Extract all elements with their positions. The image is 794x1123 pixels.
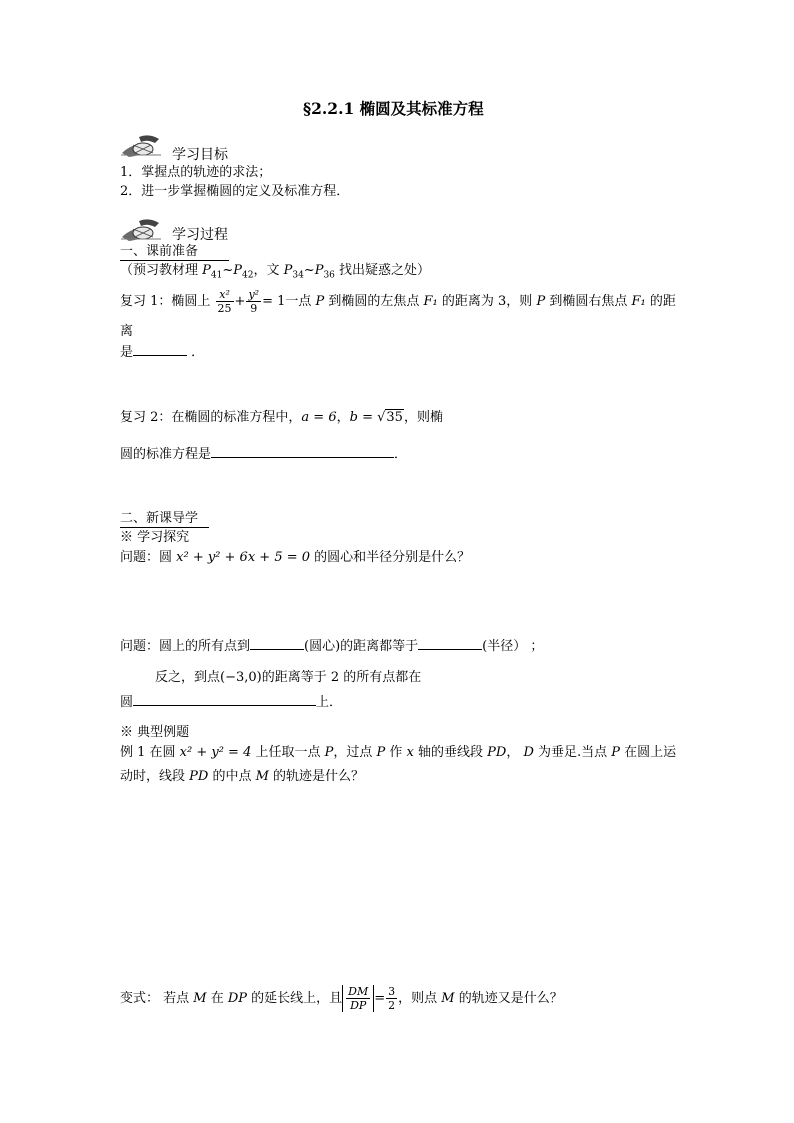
example-1-line-2: 动时，线段 PD 的中点 M 的轨迹是什么？ xyxy=(120,769,365,784)
review-2-answer: 圆的标准方程是 ． xyxy=(120,447,408,462)
question-1: 问题：圆 x² + y² + 6x + 5 = 0 的圆心和半径分别是什么？ xyxy=(120,550,471,565)
answer-blank-2[interactable] xyxy=(211,445,394,458)
answer-blank-4[interactable] xyxy=(418,637,482,650)
review-2-line: 复习 2：在椭圆的标准方程中，a = 6，b = √35，则椭 xyxy=(120,410,443,425)
variant-question: 变式： 若点 M 在 DP 的延长线上，且 $\frac{DM}{DP}$ = $\frac{3}{2}$ ，则点 M 的轨迹又是什么？ xyxy=(120,985,563,1012)
examples-heading: ※ 典型例题 xyxy=(120,725,190,740)
review-1-answer: 是 ． xyxy=(120,345,205,360)
example-1-line-1: 例 1 在圆 x² + y² = 4 上任取一点 P，过点 P 作 x 轴的垂线段 PD， D 为垂足.当点 P 在圆上运 xyxy=(120,745,677,760)
page-title: §2.2.1 椭圆及其标准方程 xyxy=(303,99,484,118)
study-process-heading: 学习过程 xyxy=(172,227,228,243)
part1-heading: 一、课前准备 xyxy=(120,245,229,261)
preview-note: （预习教材理 $P_{41}\sim P_{42}$，文 $P_{34}\sim P_{36}$ 找出疑惑之处） xyxy=(120,263,431,281)
goal-item-1: 1．掌握点的轨迹的求法； xyxy=(120,165,272,180)
fraction-y2-9: $\frac{\text{y²}}{9}$ xyxy=(248,288,260,315)
review-1-cont: 离 xyxy=(120,324,134,339)
answer-blank-5[interactable] xyxy=(133,693,316,706)
goal-item-2: 2．进一步掌握椭圆的定义及标准方程． xyxy=(120,184,350,199)
abs-ratio: $\frac{DM}{DP}$ xyxy=(342,985,374,1012)
question-2: 问题：圆上的所有点到 (圆心)的距离都等于 (半径） ； xyxy=(120,639,544,654)
review-1-line: 复习 1：椭圆上 $\frac{\text{x²}}{25}$ + $\frac{\text{y²}}{9}$ = 1一点 P 到椭圆的左焦点 F₁ 的距离为 3，则 P 到椭圆右焦点 F₁ 的距 xyxy=(120,288,676,315)
study-process-icon xyxy=(119,217,163,243)
study-goal-heading: 学习目标 xyxy=(172,147,228,163)
answer-blank-3[interactable] xyxy=(250,637,304,650)
study-goal-icon xyxy=(119,133,163,159)
answer-blank-1[interactable] xyxy=(133,343,187,356)
explore-heading: ※ 学习探究 xyxy=(120,530,190,545)
question-3-answer: 圆 上． xyxy=(120,695,343,710)
fraction-x2-25: $\frac{\text{x²}}{25}$ xyxy=(217,288,232,315)
part2-heading: 二、新课导学 xyxy=(120,512,209,528)
question-3: 反之，到点(−3,0)的距离等于 2 的所有点都在 xyxy=(155,670,422,685)
